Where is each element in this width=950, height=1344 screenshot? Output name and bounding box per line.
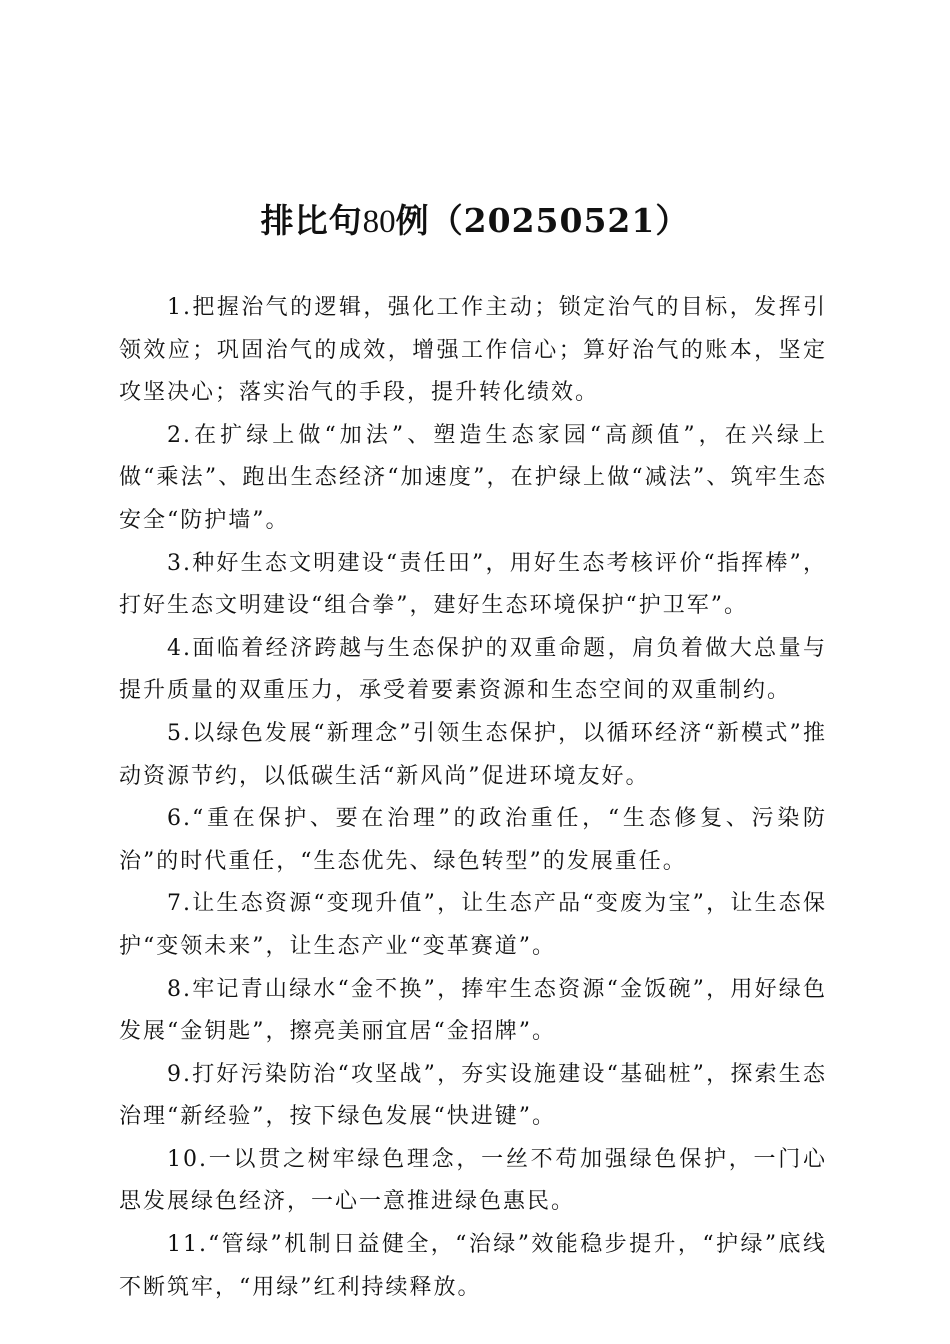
document-title (0, 196, 950, 247)
paragraph-7: 7.让生态资源“变现升值”，让生态产品“变废为宝”，让生态保护“变领未来”，让生态产业“变革赛道”。 (119, 891, 827, 959)
document-body (119, 287, 827, 1309)
title-suffix: 例（20250521） (395, 201, 690, 240)
title-number: 80 (362, 204, 396, 240)
paragraph-2: 2.在扩绿上做“加法”、塑造生态家园“高颜值”，在兴绿上做“乘法”、跑出生态经济“加速度”，在护绿上做“减法”、筑牢生态安全“防护墙”。 (119, 422, 827, 533)
title-prefix: 排比句 (260, 201, 363, 240)
paragraph-3: 3.种好生态文明建设“责任田”，用好生态考核评价“指挥棒”，打好生态文明建设“组合拳”，建好生态环境保护“护卫军”。 (119, 550, 827, 619)
paragraph-5: 5.以绿色发展“新理念”引领生态保护，以循环经济“新模式”推动资源节约，以低碳生活“新风尚”促进环境友好。 (119, 720, 827, 789)
paragraph-4: 4.面临着经济跨越与生态保护的双重命题，肩负着做大总量与提升质量的双重压力，承受着要素资源和生态空间的双重制约。 (119, 635, 827, 704)
paragraph-8: 8.牢记青山绿水“金不换”，捧牢生态资源“金饭碗”，用好绿色发展“金钥匙”，擦亮美丽宜居“金招牌”。 (119, 976, 827, 1045)
paragraph-11: 11.“管绿”机制日益健全，“治绿”效能稳步提升，“护绿”底线不断筑牢，“用绿”红利持续释放。 (119, 1232, 827, 1300)
paragraph-10: 10.一以贯之树牢绿色理念，一丝不苟加强绿色保护，一门心思发展绿色经济，一心一意推进绿色惠民。 (119, 1146, 827, 1215)
paragraph-6: 6.“重在保护、要在治理”的政治重任，“生态修复、污染防治”的时代重任，“生态优先、绿色转型”的发展重任。 (119, 806, 827, 874)
paragraph-9: 9.打好污染防治“攻坚战”，夯实设施建设“基础桩”，探索生态治理“新经验”，按下绿色发展“快进键”。 (119, 1061, 827, 1130)
paragraph-1: 1.把握治气的逻辑，强化工作主动；锁定治气的目标，发挥引领效应；巩固治气的成效，增强工作信心；算好治气的账本，坚定攻坚决心；落实治气的手段，提升转化绩效。 (119, 295, 827, 406)
